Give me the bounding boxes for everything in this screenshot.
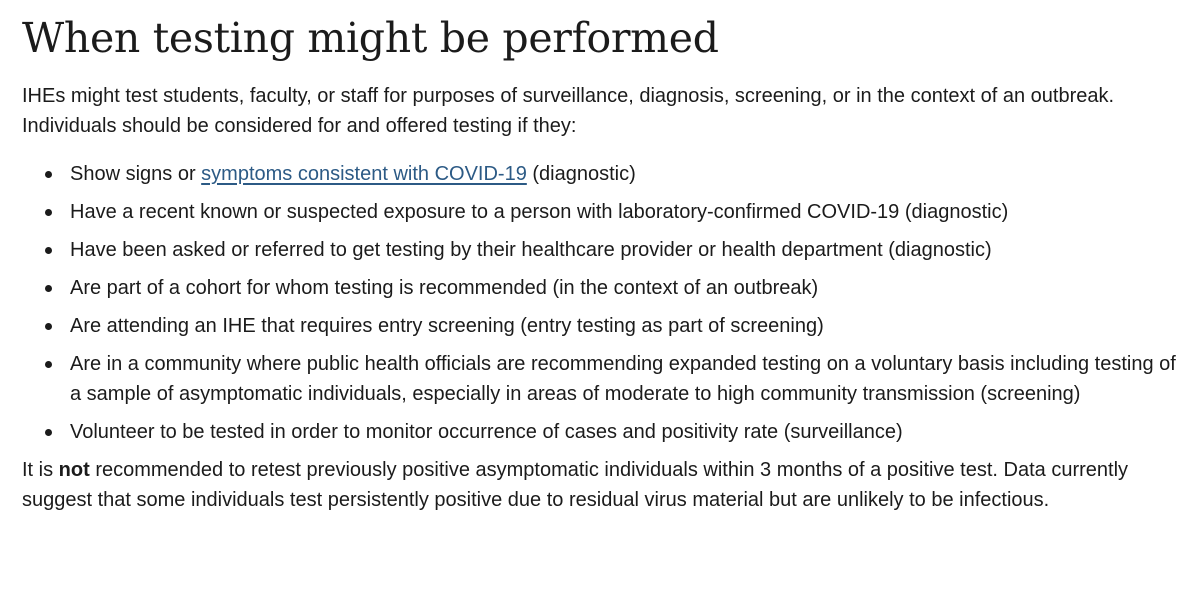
bullet-icon: [45, 429, 52, 436]
section-heading: When testing might be performed: [22, 14, 719, 62]
list-item-text: Show signs or: [70, 163, 202, 185]
list-item-text: Are attending an IHE that requires entry screening (entry testing as part of screening): [70, 315, 824, 337]
content-section: [22, 10, 1192, 515]
closing-text: recommended to retest previously positive asymptomatic individuals within 3 months of a positive test. Data currently suggest that some individuals test persistently positive due to residual virus material but are unlikely to be infectious.: [22, 459, 1129, 511]
closing-paragraph: [22, 455, 1192, 515]
intro-line-2: Individuals should be considered for and offered testing if they:: [22, 115, 577, 137]
list-item-referred: [22, 235, 1192, 265]
intro-paragraph: [22, 81, 1192, 141]
bullet-icon: [45, 361, 52, 368]
list-item-text: (diagnostic): [526, 163, 636, 185]
list-item-text: Are in a community where public health officials are recommending expanded testing on a voluntary basis including testing of a sample of asymptomatic individuals, especially in areas of moderate to high community transmission (screening): [70, 353, 1176, 405]
list-item-entry-screening: [22, 311, 1192, 341]
list-item-volunteer: [22, 417, 1192, 447]
testing-criteria-list: [22, 159, 1192, 447]
bullet-icon: [45, 171, 52, 178]
emphasis-not: not: [58, 459, 90, 481]
list-item-text: Are part of a cohort for whom testing is recommended (in the context of an outbreak): [70, 277, 819, 299]
list-item-symptoms: [22, 159, 1192, 189]
closing-text: It is: [22, 459, 59, 481]
list-item-exposure: [22, 197, 1192, 227]
bullet-icon: [45, 247, 52, 254]
bullet-icon: [45, 209, 52, 216]
list-item-text: Have been asked or referred to get testing by their healthcare provider or health department (diagnostic): [70, 239, 992, 261]
list-item-text: Volunteer to be tested in order to monitor occurrence of cases and positivity rate (surveillance): [70, 421, 903, 443]
bullet-icon: [45, 285, 52, 292]
intro-line-1: IHEs might test students, faculty, or staff for purposes of surveillance, diagnosis, screening, or in the context of an outbreak.: [22, 85, 1115, 107]
bullet-icon: [45, 323, 52, 330]
symptoms-link[interactable]: symptoms consistent with COVID-19: [201, 163, 527, 185]
list-item-text: Have a recent known or suspected exposure to a person with laboratory-confirmed COVID-19 (diagnostic): [70, 201, 1009, 223]
list-item-community: [22, 349, 1192, 409]
list-item-cohort: [22, 273, 1192, 303]
